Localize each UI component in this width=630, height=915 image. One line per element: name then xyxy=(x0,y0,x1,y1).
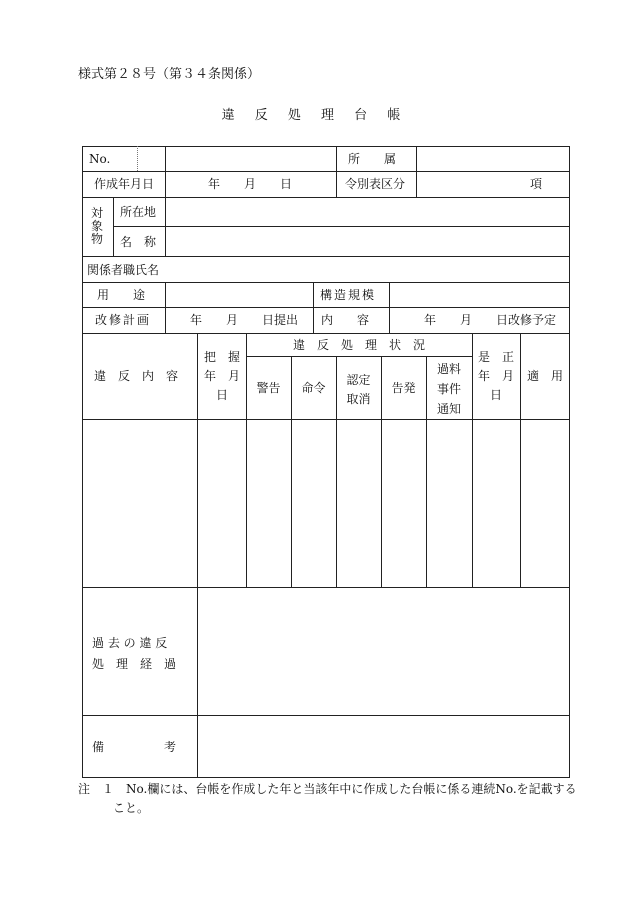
col-divider xyxy=(113,197,114,256)
note-line-1: 注 １ No.欄には、台帳を作成した年と当該年中に作成した台帳に係る連続No.を記載する xyxy=(78,782,577,796)
row-divider xyxy=(246,356,472,357)
past-history-label: 過 去 の 違 反 処 理 経 過 xyxy=(92,636,177,671)
location-label: 所在地 xyxy=(120,205,157,219)
col-divider xyxy=(165,282,166,333)
plan-label: 改修計画 xyxy=(95,313,152,327)
correction-date-label: 是 正 年 月 日 xyxy=(477,350,514,402)
page-title: 違 反 処 理 台 帳 xyxy=(221,108,409,123)
col-divider xyxy=(246,333,247,587)
row-divider xyxy=(113,226,570,227)
row-divider xyxy=(82,419,570,420)
created-date-label: 作成年月日 xyxy=(94,177,155,191)
row-divider xyxy=(82,715,570,716)
col-divider xyxy=(389,282,390,333)
grasp-date-label: 把 握 年 月 日 xyxy=(203,350,240,402)
remarks-label: 備 考 xyxy=(92,740,177,754)
no-label: No. xyxy=(89,152,111,166)
fine-notice-label: 過料 事件 通知 xyxy=(436,362,461,416)
application-label: 適 用 xyxy=(526,369,563,383)
name-label: 名 称 xyxy=(120,235,157,249)
col-divider xyxy=(336,146,337,197)
row-divider xyxy=(82,256,570,257)
appendix-class-label: 令別表区分 xyxy=(345,177,406,191)
violation-content-label: 違 反 内 容 xyxy=(94,369,179,383)
row-divider xyxy=(82,282,570,283)
appendix-class-value: 項 xyxy=(530,177,543,191)
structure-label: 構造規模 xyxy=(320,288,377,302)
row-divider xyxy=(82,197,570,198)
no-dotted-divider xyxy=(137,146,138,171)
created-date-value: 年 月 日 xyxy=(208,177,293,191)
order-label: 命令 xyxy=(301,381,326,395)
col-divider xyxy=(165,146,166,197)
row-divider xyxy=(82,171,570,172)
col-divider xyxy=(416,146,417,197)
form-number: 様式第２８号（第３４条関係） xyxy=(78,67,261,82)
plan-fix-value: 年 月 日改修予定 xyxy=(424,313,557,327)
row-divider xyxy=(82,587,570,588)
col-divider xyxy=(165,197,166,256)
content-label: 内 容 xyxy=(321,313,370,327)
col-divider xyxy=(313,282,314,333)
plan-submit-value: 年 月 日提出 xyxy=(190,313,299,327)
target-label: 対象物 xyxy=(90,206,103,246)
revocation-label: 認定 取消 xyxy=(346,373,371,406)
note-line-2: こと。 xyxy=(113,801,150,815)
stakeholder-label: 関係者職氏名 xyxy=(87,263,160,277)
row-divider xyxy=(82,333,570,334)
row-divider xyxy=(82,307,570,308)
processing-status-label: 違 反 処 理 状 況 xyxy=(292,338,425,352)
accusation-label: 告発 xyxy=(391,381,416,395)
use-label: 用 途 xyxy=(97,288,146,302)
affiliation-label: 所 属 xyxy=(348,152,397,166)
warning-label: 警告 xyxy=(256,381,281,395)
